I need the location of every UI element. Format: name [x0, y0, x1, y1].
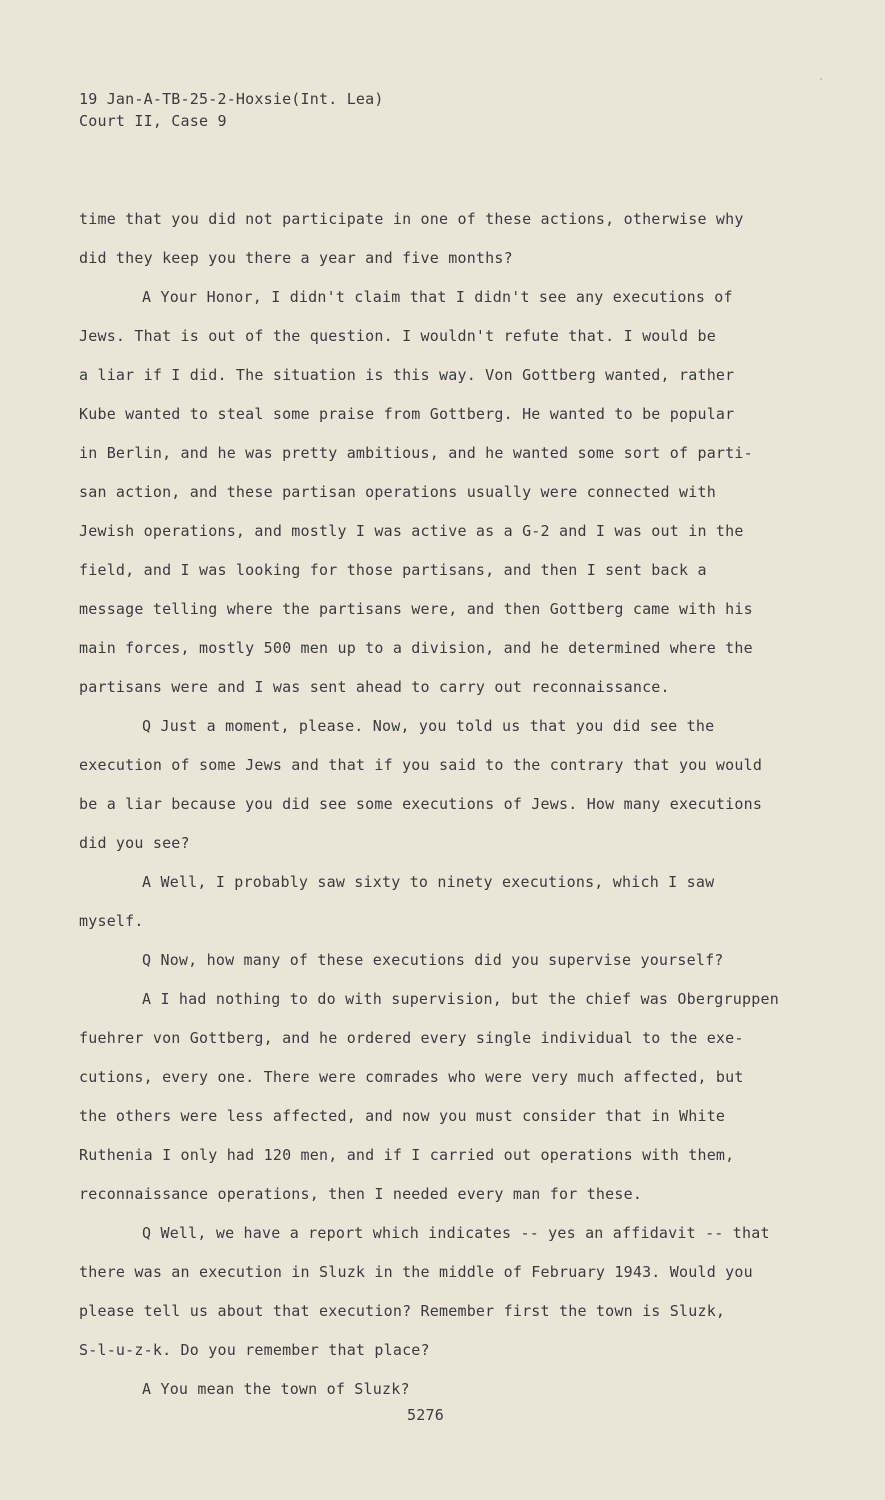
paper-speck: [820, 78, 822, 80]
text-line: A You mean the town of Sluzk?: [142, 1380, 410, 1398]
text-line: did they keep you there a year and five months?: [79, 249, 513, 267]
text-line: Jewish operations, and mostly I was active as a G-2 and I was out in the: [79, 522, 744, 540]
text-line: in Berlin, and he was pretty ambitious, and he wanted some sort of parti-: [79, 444, 753, 462]
text-line: did you see?: [79, 834, 190, 852]
text-line: execution of some Jews and that if you said to the contrary that you would: [79, 756, 763, 774]
text-line: Kube wanted to steal some praise from Gottberg. He wanted to be popular: [79, 405, 735, 423]
text-line: A I had nothing to do with supervision, but the chief was Obergruppen: [142, 990, 779, 1008]
text-line: Q Well, we have a report which indicates -- yes an affidavit -- that: [142, 1224, 770, 1242]
text-line: there was an execution in Sluzk in the middle of February 1943. Would you: [79, 1263, 753, 1281]
text-line: A Well, I probably saw sixty to ninety executions, which I saw: [142, 873, 715, 891]
text-line: Q Now, how many of these executions did you supervise yourself?: [142, 951, 724, 969]
text-line: myself.: [79, 912, 144, 930]
text-line: Ruthenia I only had 120 men, and if I carried out operations with them,: [79, 1146, 735, 1164]
text-line: time that you did not participate in one of these actions, otherwise why: [79, 210, 744, 228]
transcript-body: [79, 200, 819, 1409]
header-line-1: 19 Jan-A-TB-25-2-Hoxsie(Int. Lea): [79, 90, 384, 108]
text-line: partisans were and I was sent ahead to carry out reconnaissance.: [79, 678, 670, 696]
text-line: field, and I was looking for those partisans, and then I sent back a: [79, 561, 707, 579]
page-number: 5276: [407, 1406, 444, 1424]
document-header: [79, 88, 384, 132]
text-line: please tell us about that execution? Remember first the town is Sluzk,: [79, 1302, 726, 1320]
text-line: main forces, mostly 500 men up to a division, and he determined where the: [79, 639, 753, 657]
text-line: reconnaissance operations, then I needed every man for these.: [79, 1185, 643, 1203]
text-line: Jews. That is out of the question. I wouldn't refute that. I would be: [79, 327, 716, 345]
text-line: fuehrer von Gottberg, and he ordered every single individual to the exe-: [79, 1029, 744, 1047]
text-line: cutions, every one. There were comrades who were very much affected, but: [79, 1068, 744, 1086]
text-line: be a liar because you did see some executions of Jews. How many executions: [79, 795, 763, 813]
text-line: a liar if I did. The situation is this way. Von Gottberg wanted, rather: [79, 366, 735, 384]
header-line-2: Court II, Case 9: [79, 112, 227, 130]
text-line: message telling where the partisans were, and then Gottberg came with his: [79, 600, 753, 618]
text-line: A Your Honor, I didn't claim that I didn't see any executions of: [142, 288, 733, 306]
text-line: Q Just a moment, please. Now, you told us that you did see the: [142, 717, 715, 735]
text-line: the others were less affected, and now you must consider that in White: [79, 1107, 726, 1125]
text-line: san action, and these partisan operations usually were connected with: [79, 483, 716, 501]
text-line: S-l-u-z-k. Do you remember that place?: [79, 1341, 430, 1359]
